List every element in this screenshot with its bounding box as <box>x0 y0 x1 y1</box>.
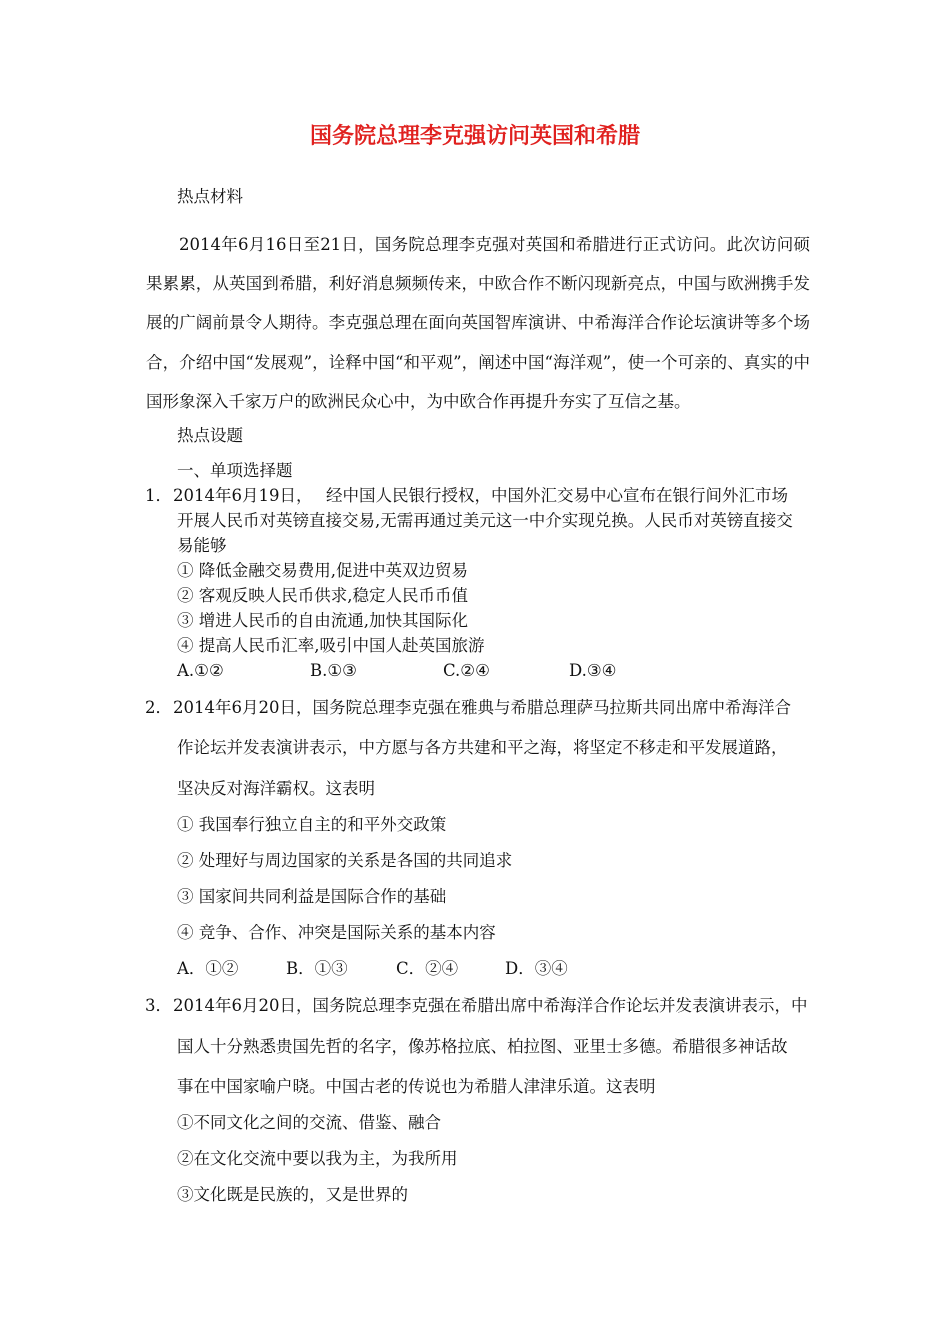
material-paragraph <box>146 225 810 421</box>
question-1-choice-b: B.①③ <box>310 661 357 680</box>
question-3-stem-line-3: 事在中国家喻户晓。中国古老的传说也为希腊人津津乐道。这表明 <box>177 1077 656 1096</box>
question-2-stem-line-2: 作论坛并发表演讲表示，中方愿与各方共建和平之海，将坚定不移走和平发展道路， <box>177 738 788 757</box>
question-1-choice-a: A.①② <box>177 661 224 680</box>
question-1-option-4: ④ 提高人民币汇率,吸引中国人赴英国旅游 <box>177 636 485 655</box>
question-2-choice-b: B．①③ <box>286 959 348 978</box>
question-2-choice-d: D．③④ <box>505 959 568 978</box>
question-1-option-3: ③ 增进人民币的自由流通,加快其国际化 <box>177 611 468 630</box>
question-3-option-1: ①不同文化之间的交流、借鉴、融合 <box>177 1113 441 1132</box>
question-2-choice-c: C．②④ <box>396 959 459 978</box>
question-3-option-3: ③文化既是民族的，又是世界的 <box>177 1185 408 1204</box>
question-1-stem-line-1: 2014年6月19日， 经中国人民银行授权，中国外汇交易中心宣布在银行间外汇市场 <box>173 486 788 505</box>
question-2-stem-line-1: 2014年6月20日，国务院总理李克强在雅典与希腊总理萨马拉斯共同出席中希海洋合 <box>173 698 791 717</box>
question-2-option-1: ① 我国奉行独立自主的和平外交政策 <box>177 815 447 834</box>
question-3-option-2: ②在文化交流中要以我为主，为我所用 <box>177 1149 458 1168</box>
question-2-choice-a: A．①② <box>177 959 239 978</box>
section-heading: 一、单项选择题 <box>177 461 293 480</box>
question-2-option-3: ③ 国家间共同利益是国际合作的基础 <box>177 887 447 906</box>
question-2-option-4: ④ 竞争、合作、冲突是国际关系的基本内容 <box>177 923 496 942</box>
question-1-option-2: ② 客观反映人民币供求,稳定人民币币值 <box>177 586 468 605</box>
question-1-option-1: ① 降低金融交易费用,促进中英双边贸易 <box>177 561 468 580</box>
question-1-stem-line-3: 易能够 <box>177 536 227 555</box>
material-heading: 热点材料 <box>177 187 243 206</box>
questions-heading: 热点设题 <box>177 426 243 445</box>
question-2-stem-line-3: 坚决反对海洋霸权。这表明 <box>177 779 375 798</box>
question-3-stem-line-2: 国人十分熟悉贵国先哲的名字，像苏格拉底、柏拉图、亚里士多德。希腊很多神话故 <box>177 1037 788 1056</box>
question-1-choice-c: C.②④ <box>443 661 490 680</box>
question-2-number: 2． <box>145 698 172 717</box>
question-1-stem-line-2: 开展人民币对英镑直接交易,无需再通过美元这一中介实现兑换。人民币对英镑直接交 <box>177 511 793 530</box>
question-1-choice-d: D.③④ <box>569 661 617 680</box>
page-title: 国务院总理李克强访问英国和希腊 <box>309 124 640 149</box>
material-paragraph-text: 2014年6月16日至21日，国务院总理李克强对英国和希腊进行正式访问。此次访问硕果累累，从英国到希腊，利好消息频频传来，中欧合作不断闪现新亮点，中国与欧洲携手发展的广阔前景令人期待。李克强总理在面向英国智库演讲、中希海洋合作论坛演讲等多个场合，介绍中国“发展观”，诠释中国“和平观”，阐述中国“海洋观”，使一个可亲的、真实的中国形象深入千家万户的欧洲民众心中，为中欧合作再提升夯实了互信之基。 <box>146 235 810 411</box>
question-3-number: 3． <box>145 996 172 1015</box>
question-2-option-2: ② 处理好与周边国家的关系是各国的共同追求 <box>177 851 513 870</box>
question-1-number: 1． <box>145 486 172 505</box>
question-3-stem-line-1: 2014年6月20日，国务院总理李克强在希腊出席中希海洋合作论坛并发表演讲表示，中 <box>173 996 808 1015</box>
